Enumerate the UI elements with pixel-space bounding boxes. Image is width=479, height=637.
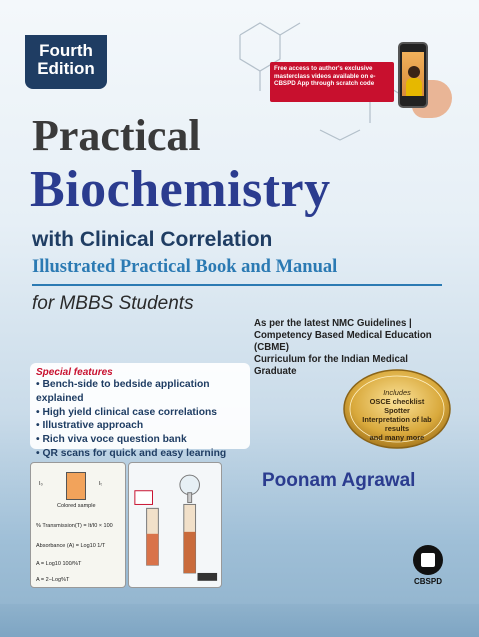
lab-apparatus-illustration — [128, 462, 222, 588]
absorbance-diagram: I₀ Iₜ Colored sample % Transmission(T) = It/I0 × 100 Absorbance (A) = Log10 1/T A = Log10 100/%T A = 2−Log%T — [30, 462, 126, 588]
subtitle-clinical: with Clinical Correlation — [32, 228, 273, 251]
promo-banner: Free access to author's exclusive masterclass videos available on e-CBSPD App through scratch code — [270, 62, 394, 102]
feature-item: • QR scans for quick and easy learning — [36, 447, 244, 461]
lab-glassware-background — [0, 604, 479, 637]
feature-item: • High yield clinical case correlations — [36, 406, 244, 420]
features-heading: Special features — [36, 367, 113, 378]
special-features-box — [30, 363, 250, 459]
subtitle-manual: Illustrated Practical Book and Manual — [32, 257, 338, 277]
guidelines-text: As per the latest NMC Guidelines | Competency Based Medical Education (CBME) Curriculum for the Indian Medical Graduate — [254, 318, 432, 377]
cuvette-icon — [66, 472, 86, 500]
feature-item: • Illustrative approach — [36, 419, 244, 433]
divider — [32, 284, 442, 286]
title-line1: Practical — [32, 111, 201, 160]
phone-icon — [398, 42, 428, 108]
feature-item: • Bench-side to bedside application explained — [36, 378, 244, 406]
edition-badge — [25, 35, 107, 89]
seal-text: Includes OSCE checklist Spotter Interpretation of lab results and many more — [362, 388, 432, 442]
features-list — [36, 378, 244, 461]
title-line2: Biochemistry — [30, 161, 331, 218]
publisher-name: CBSPD — [413, 577, 442, 586]
audience-text: for MBBS Students — [32, 293, 194, 314]
publisher-mark-icon — [413, 545, 443, 575]
feature-item: • Rich viva voce question bank — [36, 433, 244, 447]
edition-line1: Fourth — [39, 41, 93, 60]
publisher-logo — [410, 545, 446, 591]
author-name: Poonam Agrawal — [262, 470, 416, 491]
edition-line2: Edition — [37, 59, 95, 78]
